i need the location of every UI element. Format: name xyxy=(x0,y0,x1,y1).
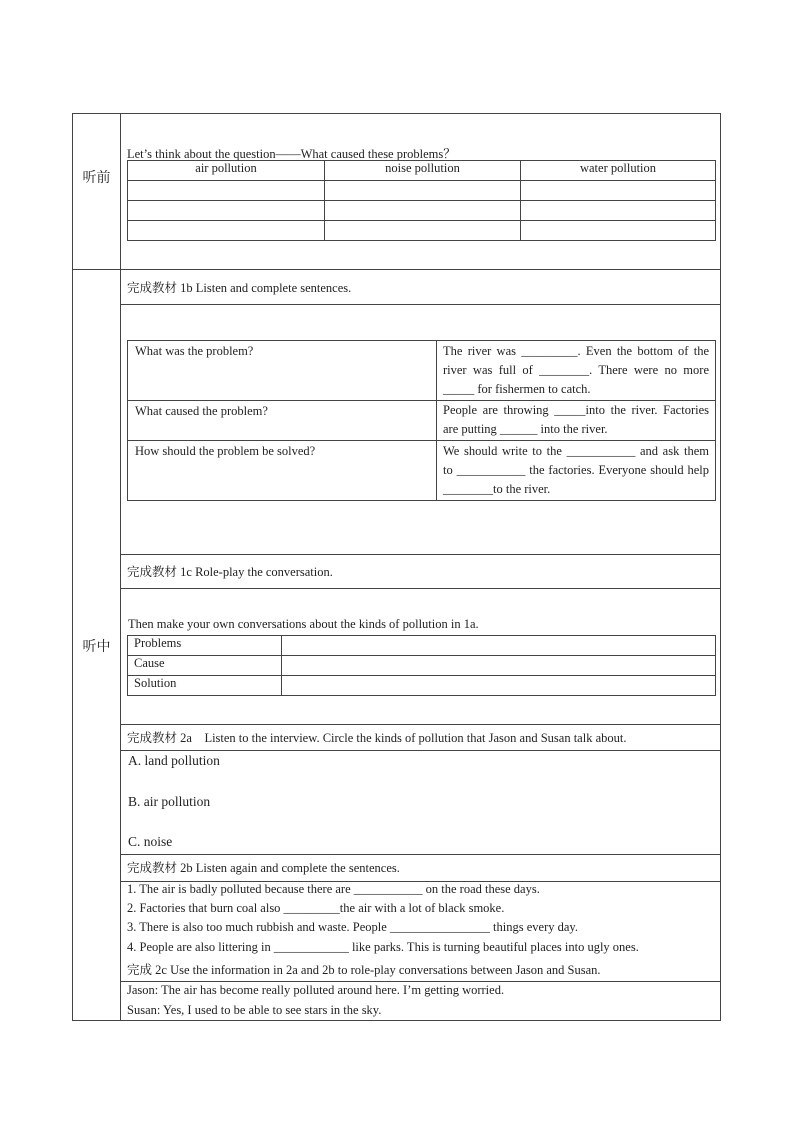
option-b[interactable]: B. air pollution xyxy=(128,794,211,809)
pre-question: Let’s think about the question——What caused these problems？ xyxy=(127,147,456,161)
stage-label-pre: 听前 xyxy=(82,170,111,186)
dialogue-line-susan: Susan: Yes, I used to be able to see stars in the sky. xyxy=(127,1003,382,1017)
task-1c-table xyxy=(127,635,716,696)
task-1c-text: 1c Role-play the conversation. xyxy=(177,565,333,579)
lesson-plan-table xyxy=(72,113,721,1021)
task-1b-text: 1b Listen and complete sentences. xyxy=(177,281,352,295)
stage-label-while: 听中 xyxy=(82,639,111,655)
stage-column-divider xyxy=(120,114,121,1020)
answer-cell[interactable] xyxy=(325,181,521,201)
answer-cell[interactable] xyxy=(282,636,716,656)
answer-cell[interactable] xyxy=(128,181,325,201)
row-divider xyxy=(120,724,720,725)
task-2b-text: 2b Listen again and complete the sentences. xyxy=(177,861,400,875)
task-1b-title xyxy=(127,278,351,296)
task-1c-prefix: 完成教材 xyxy=(127,564,178,579)
sentence-3: 3. There is also too much rubbish and waste. People ________________ things every day. xyxy=(127,920,578,934)
answer-cell[interactable] xyxy=(128,221,325,241)
answer-cell[interactable] xyxy=(128,201,325,221)
row-divider xyxy=(120,750,720,751)
task-2c-text: 2c Use the information in 2a and 2b to role-play conversations between Jason and Susan. xyxy=(152,963,601,977)
answer-cell[interactable] xyxy=(325,201,521,221)
task-2c-instruction xyxy=(127,960,601,978)
section-divider xyxy=(73,269,720,270)
answer-cell[interactable] xyxy=(282,676,716,696)
row-label-cause: Cause xyxy=(128,656,282,676)
task-1c-instruction: Then make your own conversations about the kinds of pollution in 1a. xyxy=(128,617,479,631)
task-2a-text: 2a Listen to the interview. Circle the kinds of pollution that Jason and Susan talk about. xyxy=(177,731,627,745)
header-noise-pollution: noise pollution xyxy=(325,161,521,181)
row-divider xyxy=(120,588,720,589)
answer-cell[interactable] xyxy=(521,181,716,201)
answer-cell[interactable] xyxy=(521,201,716,221)
dialogue-line-jason: Jason: The air has become really polluted around here. I’m getting worried. xyxy=(127,983,505,997)
answer-text-cell: The river was _________. Even the bottom of the river was full of ________. There were no more _____ for fishermen to catch. xyxy=(437,341,716,401)
answer-text-cell: People are throwing _____into the river. Factories are putting ______ into the river. xyxy=(437,401,716,441)
answer-cell[interactable] xyxy=(282,656,716,676)
answer-cell[interactable] xyxy=(325,221,521,241)
row-label-solution: Solution xyxy=(128,676,282,696)
row-label-problems: Problems xyxy=(128,636,282,656)
sentence-1: 1. The air is badly polluted because there are ___________ on the road these days. xyxy=(127,882,540,896)
task-2c-prefix: 完成 xyxy=(127,962,153,977)
sentence-2: 2. Factories that burn coal also _________the air with a lot of black smoke. xyxy=(127,901,505,915)
option-c[interactable]: C. noise xyxy=(128,834,173,849)
task-2a-prefix: 完成教材 xyxy=(127,730,178,745)
task-2b-prefix: 完成教材 xyxy=(127,860,178,875)
task-2b-title xyxy=(127,858,400,876)
header-water-pollution: water pollution xyxy=(521,161,716,181)
header-air-pollution: air pollution xyxy=(128,161,325,181)
question-cell: What caused the problem? xyxy=(128,401,437,441)
option-a[interactable]: A. land pollution xyxy=(128,753,220,768)
task-1b-prefix: 完成教材 xyxy=(127,280,178,295)
question-cell: How should the problem be solved? xyxy=(128,441,437,501)
answer-cell[interactable] xyxy=(521,221,716,241)
causes-table xyxy=(127,160,716,241)
row-divider xyxy=(120,981,720,982)
row-divider xyxy=(120,854,720,855)
task-1c-title xyxy=(127,562,333,580)
answer-text-cell: We should write to the ___________ and ask them to ___________ the factories. Everyone should help ________to the river. xyxy=(437,441,716,501)
row-divider xyxy=(120,554,720,555)
row-divider xyxy=(120,304,720,305)
sentence-4: 4. People are also littering in ____________ like parks. This is turning beautiful places into ugly ones. xyxy=(127,940,639,954)
question-cell: What was the problem? xyxy=(128,341,437,401)
task-1b-table xyxy=(127,340,716,501)
task-2a-title xyxy=(127,728,626,746)
